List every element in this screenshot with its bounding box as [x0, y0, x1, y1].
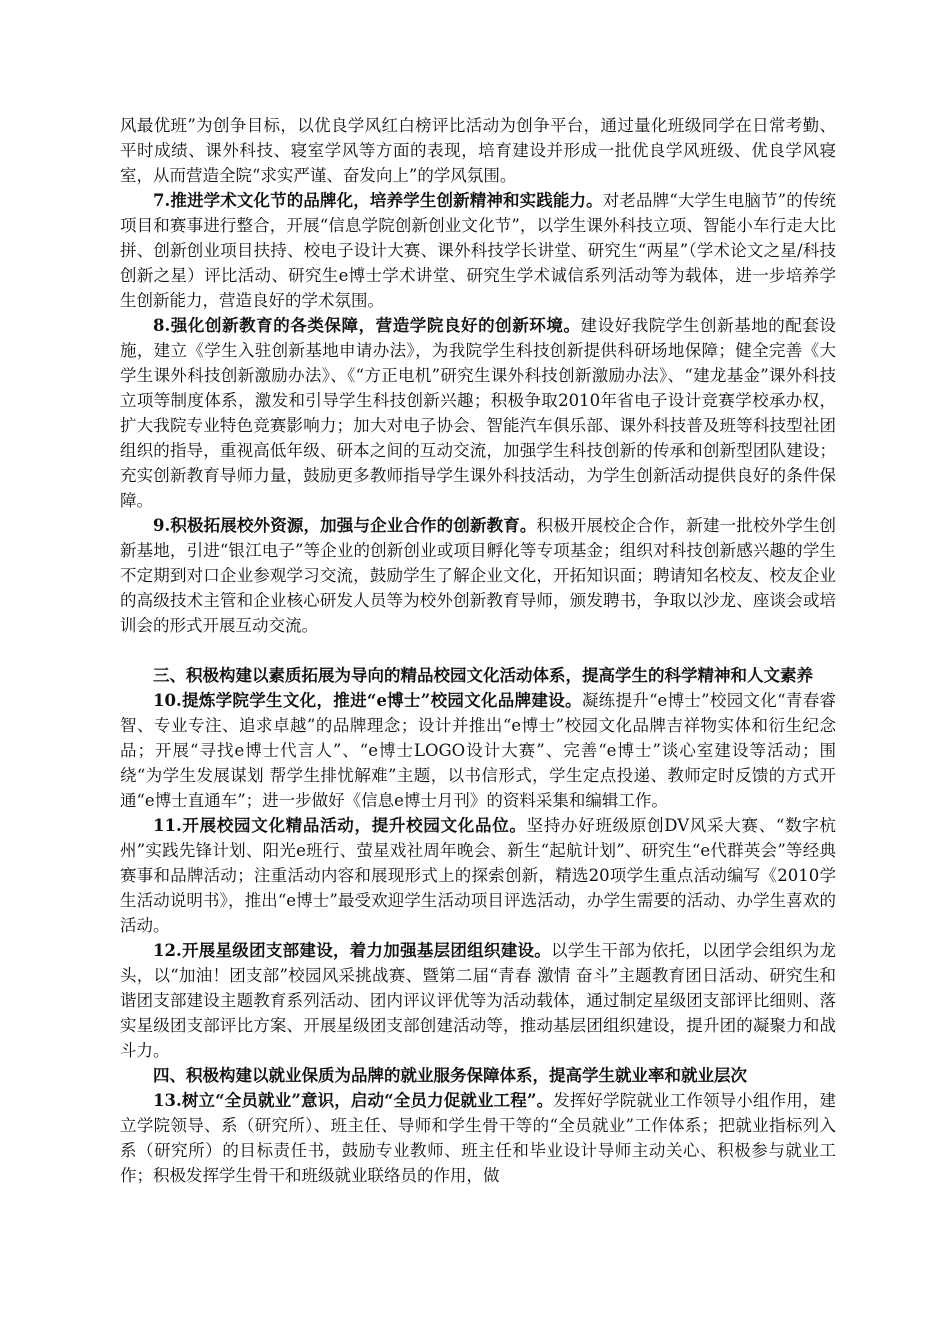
item-12-body: 以学生干部为依托，以团学会组织为龙头，以“加油！团支部”校园风采挑战赛、暨第二届“青春 激情 奋斗”主题教育团日活动、研究生和谐团支部建设主题教育系列活动、团内评议评优等为活动载体，通过制定星级团支部评比细则、落实星级团支部评比方案、开展星级团支部创建活动等，推动基层团组织建设，提升团的凝聚力和战斗力。: [120, 941, 837, 1060]
paragraph-item-13: [120, 1088, 836, 1188]
paragraph-item-11: [120, 813, 836, 938]
item-8-body: 建设好我院学生创新基地的配套设施，建立《学生入驻创新基地申请办法》，为我院学生科技创新提供科研场地保障；健全完善《大学生课外科技创新激励办法》、《“方正电机”研究生课外科技创新激励办法》、“建龙基金”课外科技立项等制度体系，激发和引导学生科技创新兴趣；积极争取2010年省电子设计竞赛学校承办权，扩大我院专业特色竞赛影响力；加大对电子协会、智能汽车俱乐部、课外科技普及班等科技型社团组织的指导，重视高低年级、研本之间的互动交流，加强学生科技创新的传承和创新型团队建设；充实创新教育导师力量，鼓励更多教师指导学生课外科技活动，为学生创新活动提供良好的条件保障。: [120, 316, 836, 510]
paragraph-item-9: [120, 513, 836, 638]
paragraph-item-8: [120, 313, 836, 513]
item-11-heading: 11.开展校园文化精品活动，提升校园文化品位。: [153, 816, 527, 835]
item-13-body: 发挥好学院就业工作领导小组作用，建立学院领导、系（研究所）、班主任、导师和学生骨干等的“全员就业”工作体系；把就业指标列入系（研究所）的目标责任书，鼓励专业教师、班主任和毕业设计导师主动关心、积极参与就业工作；积极发挥学生骨干和班级就业联络员的作用，做: [120, 1091, 837, 1185]
item-7-heading: 7.推进学术文化节的品牌化，培养学生创新精神和实践能力。: [153, 191, 603, 210]
item-12-heading: 12.开展星级团支部建设，着力加强基层团组织建设。: [153, 941, 552, 960]
item-10-heading: 10.提炼学院学生文化，推进“e博士”校园文化品牌建设。: [153, 691, 582, 710]
section-spacer: [120, 638, 836, 663]
paragraph-continued: 风最优班”为创争目标，以优良学风红白榜评比活动为创争平台，通过量化班级同学在日常考勤、平时成绩、课外科技、寝室学风等方面的表现，培育建设并形成一批优良学风班级、优良学风寝室，从而营造全院“求实严谨、奋发向上”的学风氛围。: [120, 116, 836, 185]
section-3-heading: 三、积极构建以素质拓展为导向的精品校园文化活动体系，提高学生的科学精神和人文素养: [153, 666, 813, 685]
item-7-body: 对老品牌“大学生电脑节”的传统项目和赛事进行整合，开展“信息学院创新创业文化节”，以学生课外科技立项、智能小车行走大比拼、创新创业项目扶持、校电子设计大赛、课外科技学长讲堂、研究生“两星”（学术论文之星/科技创新之星）评比活动、研究生e博士学术讲堂、研究生学术诚信系列活动等为载体，进一步培养学生创新能力，营造良好的学术氛围。: [120, 191, 836, 310]
item-13-heading: 13.树立“全员就业”意识，启动“全员力促就业工程”。: [153, 1091, 554, 1110]
item-8-heading: 8.强化创新教育的各类保障，营造学院良好的创新环境。: [153, 316, 581, 335]
paragraph-item-7: [120, 188, 836, 313]
section-4-heading: 四、积极构建以就业保质为品牌的就业服务保障体系，提高学生就业率和就业层次: [153, 1066, 747, 1085]
item-9-body: 积极开展校企合作，新建一批校外学生创新基地，引进“银江电子”等企业的创新创业或项目孵化等专项基金；组织对科技创新感兴趣的学生不定期到对口企业参观学习交流，鼓励学生了解企业文化，开拓知识面；聘请知名校友、校友企业的高级技术主管和企业核心研发人员等为校外创新教育导师，颁发聘书，争取以沙龙、座谈会或培训会的形式开展互动交流。: [120, 516, 836, 635]
item-9-heading: 9.积极拓展校外资源，加强与企业合作的创新教育。: [153, 516, 537, 535]
item-11-body: 坚持办好班级原创DV风采大赛、“数字杭州”实践先锋计划、阳光e班行、萤星戏社周年晚会、新生“起航计划”、研究生“e代群英会”等经典赛事和品牌活动；注重活动内容和展现形式上的探索创新，精选20项学生重点活动编写《2010学生活动说明书》，推出“e博士”最受欢迎学生活动项目评选活动，办学生需要的活动、办学生喜欢的活动。: [120, 816, 836, 935]
paragraph-item-10: [120, 688, 836, 813]
paragraph-item-12: [120, 938, 836, 1063]
item-10-body: 凝练提升“e博士”校园文化“青春睿智、专业专注、追求卓越”的品牌理念；设计并推出“e博士”校园文化品牌吉祥物实体和衍生纪念品；开展“寻找e博士代言人”、“e博士LOGO设计大赛”、完善“e博士”谈心室建设等活动；围绕“为学生发展谋划 帮学生排忧解难”主题，以书信形式，学生定点投递、教师定时反馈的方式开通“e博士直通车”；进一步做好《信息e博士月刊》的资料采集和编辑工作。: [120, 691, 837, 810]
document-page: [120, 113, 836, 1188]
